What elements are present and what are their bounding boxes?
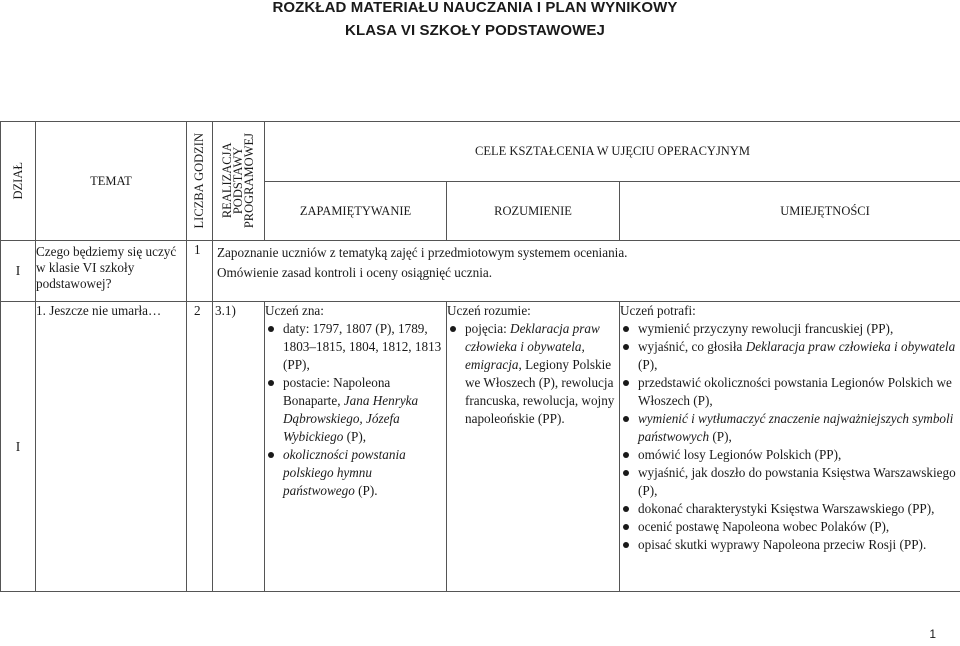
row1-temat: Czego będziemy się uczyć w klasie VI szkoły podstawowej? bbox=[36, 241, 187, 302]
list-item: ocenić postawę Napoleona wobec Polaków (P), bbox=[620, 518, 960, 536]
list-item: przedstawić okoliczności powstania Legionów Polskich we Włoszech (P), bbox=[620, 374, 960, 410]
table-row bbox=[1, 302, 960, 592]
page-number: 1 bbox=[929, 627, 936, 641]
plan-table bbox=[0, 121, 960, 592]
row1-dzial: I bbox=[1, 241, 36, 302]
row2-zapamietywanie: Uczeń zna: daty: 1797, 1807 (P), 1789, 1803–1815, 1804, 1812, 1813 (PP), postacie: Napoleona Bonaparte, Jana Henryka Dąbrowskiego, Józefa Wybickiego (P), okoliczności powstania polskiego hymnu państwowego (P). bbox=[265, 302, 447, 592]
header-zapamietywanie: ZAPAMIĘTYWANIE bbox=[265, 181, 447, 241]
list-item: daty: 1797, 1807 (P), 1789, 1803–1815, 1804, 1812, 1813 (PP), bbox=[265, 320, 446, 374]
list-item: pojęcia: Deklaracja praw człowieka i obywatela, emigracja, Legiony Polskie we Włoszech (P), rewolucja francuska, rewolucja, wojny napoleońskie (PP). bbox=[447, 320, 619, 428]
list-item: wymienić i wytłumaczyć znaczenie najważniejszych symboli państwowych (P), bbox=[620, 410, 960, 446]
row2-dzial: I bbox=[1, 302, 36, 592]
header-dzial: DZIAŁ bbox=[1, 122, 36, 241]
row2-rozumienie: Uczeń rozumie: pojęcia: Deklaracja praw człowieka i obywatela, emigracja, Legiony Polskie we Włoszech (P), rewolucja francuska, rewolucja, wojny napoleońskie (PP). bbox=[447, 302, 620, 592]
list-item: dokonać charakterystyki Księstwa Warszawskiego (PP), bbox=[620, 500, 960, 518]
list-item: wymienić przyczyny rewolucji francuskiej (PP), bbox=[620, 320, 960, 338]
list-item: wyjaśnić, co głosiła Deklaracja praw człowieka i obywatela (P), bbox=[620, 338, 960, 374]
header-temat: TEMAT bbox=[36, 122, 187, 241]
document-subtitle: KLASA VI SZKOŁY PODSTAWOWEJ bbox=[345, 22, 605, 39]
document-title: ROZKŁAD MATERIAŁU NAUCZANIA I PLAN WYNIKOWY bbox=[272, 0, 678, 16]
row2-temat: 1. Jeszcze nie umarła… bbox=[36, 302, 187, 592]
row2-podstawa: 3.1) bbox=[213, 302, 265, 592]
table-row bbox=[1, 241, 960, 302]
row2-hours: 2 bbox=[187, 302, 213, 592]
row2-umiejetnosci: Uczeń potrafi: wymienić przyczyny rewolucji francuskiej (PP), wyjaśnić, co głosiła Deklaracja praw człowieka i obywatela (P), przedstawić okoliczności powstania Legionów Polskich we Włoszech (P), wymienić i wytłumaczyć znaczenie najważniejszych symboli państwowych (P), omówić losy Legionów Polskich (PP), wyjaśnić, jak doszło do powstania Księstwa Warszawskiego (P), dokonać charakterystyki Księstwa Warszawskiego (PP), ocenić postawę Napoleona wobec Polaków (P), opisać skutki wyprawy Napoleona przeciw Rosji (PP). bbox=[620, 302, 960, 592]
list-item: okoliczności powstania polskiego hymnu państwowego (P). bbox=[265, 446, 446, 500]
row1-content: Zapoznanie uczniów z tematyką zajęć i przedmiotowym systemem oceniania. Omówienie zasad kontroli i oceny osiągnięć ucznia. bbox=[213, 241, 960, 302]
header-liczba-godzin: LICZBA GODZIN bbox=[187, 122, 213, 241]
list-item: wyjaśnić, jak doszło do powstania Księstwa Warszawskiego (P), bbox=[620, 464, 960, 500]
list-item: omówić losy Legionów Polskich (PP), bbox=[620, 446, 960, 464]
list-item: opisać skutki wyprawy Napoleona przeciw Rosji (PP). bbox=[620, 536, 960, 554]
header-cele: CELE KSZTAŁCENIA W UJĘCIU OPERACYJNYM bbox=[265, 122, 960, 182]
row1-hours: 1 bbox=[187, 241, 213, 302]
list-item: postacie: Napoleona Bonaparte, Jana Henryka Dąbrowskiego, Józefa Wybickiego (P), bbox=[265, 374, 446, 446]
header-rozumienie: ROZUMIENIE bbox=[447, 181, 620, 241]
header-realizacja: REALIZACJA PODSTAWY PROGRAMOWEJ bbox=[213, 122, 265, 241]
header-umiejetnosci: UMIEJĘTNOŚCI bbox=[620, 181, 960, 241]
